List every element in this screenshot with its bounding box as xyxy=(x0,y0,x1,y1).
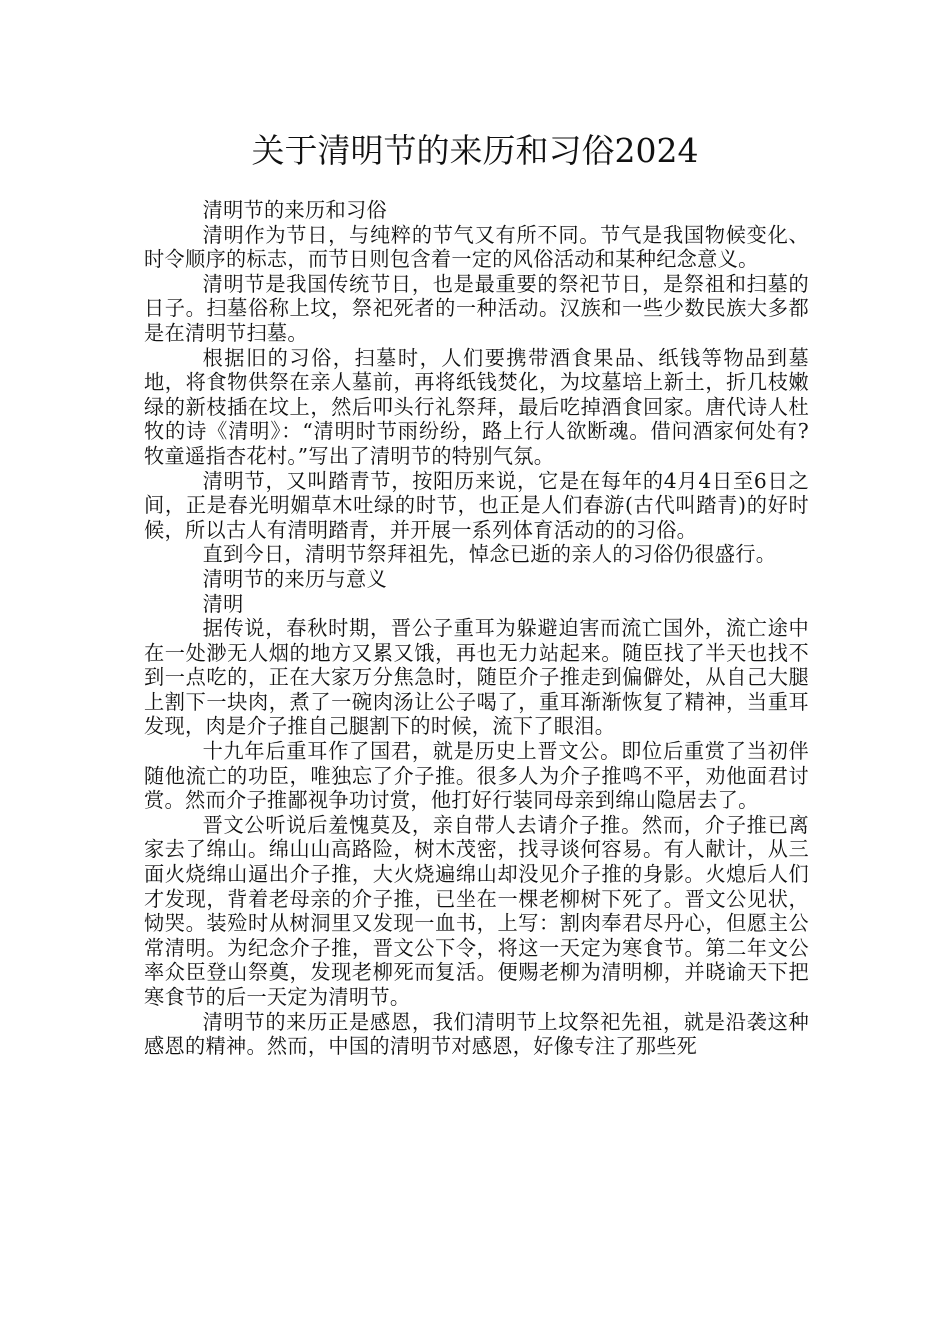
paragraph: 直到今日，清明节祭拜祖先，悼念已逝的亲人的习俗仍很盛行。 xyxy=(202,542,777,567)
document-body xyxy=(144,198,809,1059)
paragraph: 清明节的来历正是感恩，我们清明节上坟祭祀先祖，就是沿袭这种感恩的精神。然而，中国的清明节对感恩，好像专注了那些死 xyxy=(144,1009,809,1059)
section-heading: 清明节的来历与意义 xyxy=(202,566,387,591)
paragraph: 清明作为节日，与纯粹的节气又有所不同。节气是我国物候变化、时令顺序的标志，而节日则包含着一定的风俗活动和某种纪念意义。 xyxy=(144,222,809,272)
paragraph: 清明节，又叫踏青节，按阳历来说，它是在每年的4月4日至6日之间，正是春光明媚草木吐绿的时节，也正是人们春游(古代叫踏青)的好时候，所以古人有清明踏青，并开展一系列体育活动的的习俗。 xyxy=(144,468,809,542)
paragraph: 十九年后重耳作了国君，就是历史上晋文公。即位后重赏了当初伴随他流亡的功臣，唯独忘了介子推。很多人为介子推鸣不平，劝他面君讨赏。然而介子推鄙视争功讨赏，他打好行装同母亲到绵山隐居去了。 xyxy=(144,739,809,813)
paragraph: 根据旧的习俗，扫墓时，人们要携带酒食果品、纸钱等物品到墓地，将食物供祭在亲人墓前，再将纸钱焚化，为坟墓培上新土，折几枝嫩绿的新枝插在坟上，然后叩头行礼祭拜，最后吃掉酒食回家。唐代诗人杜牧的诗《清明》：“清明时节雨纷纷，路上行人欲断魂。借问酒家何处有?牧童遥指杏花村。”写出了清明节的特别气氛。 xyxy=(144,345,809,468)
paragraph: 清明节是我国传统节日，也是最重要的祭祀节日，是祭祖和扫墓的日子。扫墓俗称上坟，祭祀死者的一种活动。汉族和一些少数民族大多都是在清明节扫墓。 xyxy=(144,271,809,345)
section-heading: 清明 xyxy=(202,591,244,616)
paragraph: 晋文公听说后羞愧莫及，亲自带人去请介子推。然而，介子推已离家去了绵山。绵山山高路险，树木茂密，找寻谈何容易。有人献计，从三面火烧绵山逼出介子推，大火烧遍绵山却没见介子推的身影。火熄后人们才发现，背着老母亲的介子推，已坐在一棵老柳树下死了。晋文公见状，恸哭。装殓时从树洞里又发现一血书，上写：割肉奉君尽丹心，但愿主公常清明。为纪念介子推，晋文公下令，将这一天定为寒食节。第二年文公率众臣登山祭奠，发现老柳死而复活。便赐老柳为清明柳，并晓谕天下把寒食节的后一天定为清明节。 xyxy=(144,812,809,1009)
paragraph: 清明节的来历和习俗 xyxy=(202,198,387,222)
paragraph: 据传说，春秋时期，晋公子重耳为躲避迫害而流亡国外，流亡途中在一处渺无人烟的地方又累又饿，再也无力站起来。随臣找了半天也找不到一点吃的，正在大家万分焦急时，随臣介子推走到偏僻处，从自己大腿上割下一块肉，煮了一碗肉汤让公子喝了，重耳渐渐恢复了精神，当重耳发现，肉是介子推自己腿割下的时候，流下了眼泪。 xyxy=(144,616,809,739)
document-title: 关于清明节的来历和习俗2024 xyxy=(251,131,699,170)
